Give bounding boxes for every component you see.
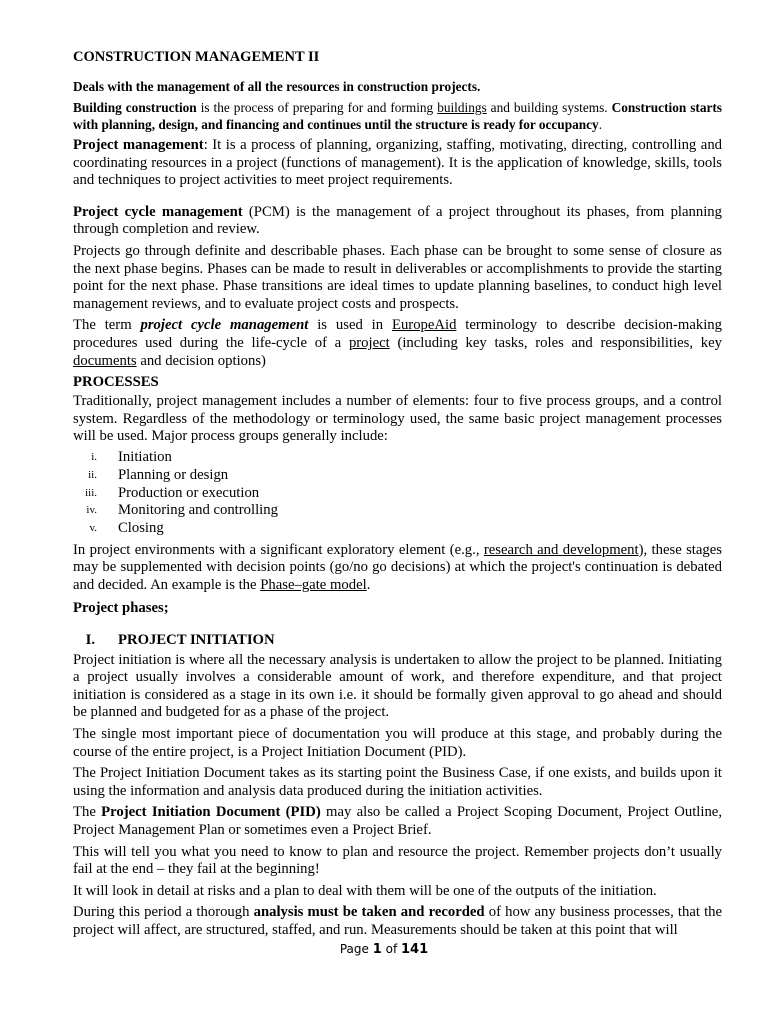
initiation-paragraph-1: Project initiation is where all the necessary analysis is undertaken to allow the project to be planned. Initiating a project usually involves a considerable amount of work, and therefore expenditure, and that project initiation is considered as a stage in its own i.e. it should be formally given approval to go ahead and should be planned and budgeted for as a phase of the project. xyxy=(73,651,722,721)
initiation-paragraph-7 xyxy=(73,904,722,939)
initiation-paragraph-6: It will look in detail at risks and a plan to deal with them will be one of the outputs of the initiation. xyxy=(73,882,657,899)
process-label: Planning or design xyxy=(118,466,229,483)
project-link[interactable]: project xyxy=(348,334,390,351)
exploratory-paragraph xyxy=(73,542,722,595)
research-development-link[interactable]: research and development xyxy=(483,541,639,558)
project-management-text: : It is a process of planning, organizing, staffing, motivating, directing, controlling and coordinating resources in a project (functions of management). It is the application of knowledge, skills, tools and techniques to project activities to meet project requirements. xyxy=(73,137,723,189)
processes-intro: Traditionally, project management includes a number of elements: four to five process groups, and a control system. Regardless of the methodology or terminology used, the same basic project management processes will be used. Major process groups generally include: xyxy=(73,393,722,445)
bc-bold-statement: Construction starts with planning, design, and financing and continues until the structure is ready for occupancy xyxy=(73,100,722,132)
list-number: iii. xyxy=(85,486,97,499)
section-heading-project-initiation xyxy=(73,631,722,649)
pcm-term-paragraph xyxy=(73,317,722,370)
of-word: of xyxy=(385,942,398,956)
document-title: CONSTRUCTION MANAGEMENT II xyxy=(73,49,320,65)
processes-heading: PROCESSES xyxy=(73,374,159,391)
list-number: ii. xyxy=(88,468,97,481)
list-number: i. xyxy=(91,450,97,463)
process-item xyxy=(73,485,722,503)
exploratory-a: In project environments with a significant exploratory element (e.g., xyxy=(73,541,484,558)
pid-term: Project Initiation Document (PID) xyxy=(101,804,321,821)
process-label: Monitoring and controlling xyxy=(118,502,278,519)
process-item xyxy=(73,467,722,485)
europeaid-link[interactable]: EuropeAid xyxy=(391,317,457,334)
documents-link[interactable]: documents xyxy=(73,352,137,369)
document-page xyxy=(73,44,722,940)
phase-gate-link[interactable]: Phase–gate model xyxy=(260,577,367,594)
pcm-term: Project cycle management xyxy=(73,203,243,220)
section-title: PROJECT INITIATION xyxy=(118,631,275,648)
current-page-number: 1 xyxy=(372,942,382,957)
pcm-text: (PCM) is the management of a project throughout its phases, from planning through completion and review. xyxy=(73,203,722,238)
exploratory-b: ), these stages may be supplemented with decision points (go/no go decisions) at which the project's continuation is debated and decided. An example is the xyxy=(73,541,722,594)
project-phases-heading: Project phases; xyxy=(73,599,169,616)
process-groups-list xyxy=(73,449,722,538)
total-pages: 141 xyxy=(401,942,429,957)
initiation-paragraph-3: The Project Initiation Document takes as its starting point the Business Case, if one exists, and builds upon it using the information and analysis data produced during the initiation activities. xyxy=(73,765,722,799)
exploratory-c: . xyxy=(366,577,371,594)
list-number: v. xyxy=(89,522,97,535)
process-item xyxy=(73,502,722,520)
process-label: Closing xyxy=(118,520,164,537)
pid-a: The xyxy=(73,804,102,821)
process-item xyxy=(73,449,722,467)
process-label: Production or execution xyxy=(118,484,260,501)
project-management-paragraph xyxy=(73,137,722,190)
process-item xyxy=(73,520,722,538)
pcm-p3-c: terminology to describe decision-making procedures used during the life-cycle of a xyxy=(73,317,722,351)
page-word: Page xyxy=(339,942,369,956)
building-construction-term: Building construction xyxy=(73,100,197,115)
pcm-p3-a: The term xyxy=(73,317,141,334)
p7-a: During this period a thorough xyxy=(73,904,254,921)
phases-description-paragraph: Projects go through definite and describable phases. Each phase can be brought to some sense of closure as the next phase begins. Phases can be made to result in deliverables or accomplishments to provide the starting point for the next phase. Phase transitions are ideal times to update planning baselines, to conduct high level management reviews, and to evaluate project costs and prospects. xyxy=(73,242,722,312)
process-label: Initiation xyxy=(118,448,172,465)
pcm-italic-term: project cycle management xyxy=(140,317,309,334)
intro-line-text: Deals with the management of all the resources in construction projects. xyxy=(73,79,481,94)
p7-b: of how any business processes, that the project will affect, are structured, staffed, and run. Measurements should be taken at this point that will xyxy=(73,904,723,938)
intro-line xyxy=(73,78,722,95)
pcm-p3-b: is used in xyxy=(308,317,392,334)
p7-bold: analysis must be taken and recorded xyxy=(253,904,485,921)
initiation-paragraph-4 xyxy=(73,804,722,839)
initiation-paragraph-5: This will tell you what you need to know to plan and resource the project. Remember projects don’t usually fail at the end – they fail at the beginning! xyxy=(73,843,722,878)
pcm-p3-d: (including key tasks, roles and responsibilities, key xyxy=(389,334,722,351)
pcm-paragraph xyxy=(73,204,722,239)
page-footer xyxy=(0,941,768,958)
pcm-p3-e: and decision options) xyxy=(136,352,266,369)
pid-b: may also be called a Project Scoping Document, Project Outline, Project Management Plan or sometimes even a Project Brief. xyxy=(73,804,722,839)
bc-end: . xyxy=(598,117,603,132)
initiation-paragraph-2: The single most important piece of documentation you will produce at this stage, and probably during the course of the entire project, is a Project Initiation Document (PID). xyxy=(73,726,722,760)
buildings-link[interactable]: buildings xyxy=(437,100,487,115)
building-construction-paragraph xyxy=(73,99,722,133)
list-number: iv. xyxy=(86,504,97,517)
project-management-term: Project management xyxy=(73,137,204,153)
section-number: I. xyxy=(85,631,95,648)
bc-text-1: is the process of preparing for and forming xyxy=(196,100,438,115)
bc-text-2: and building systems. xyxy=(486,100,612,115)
